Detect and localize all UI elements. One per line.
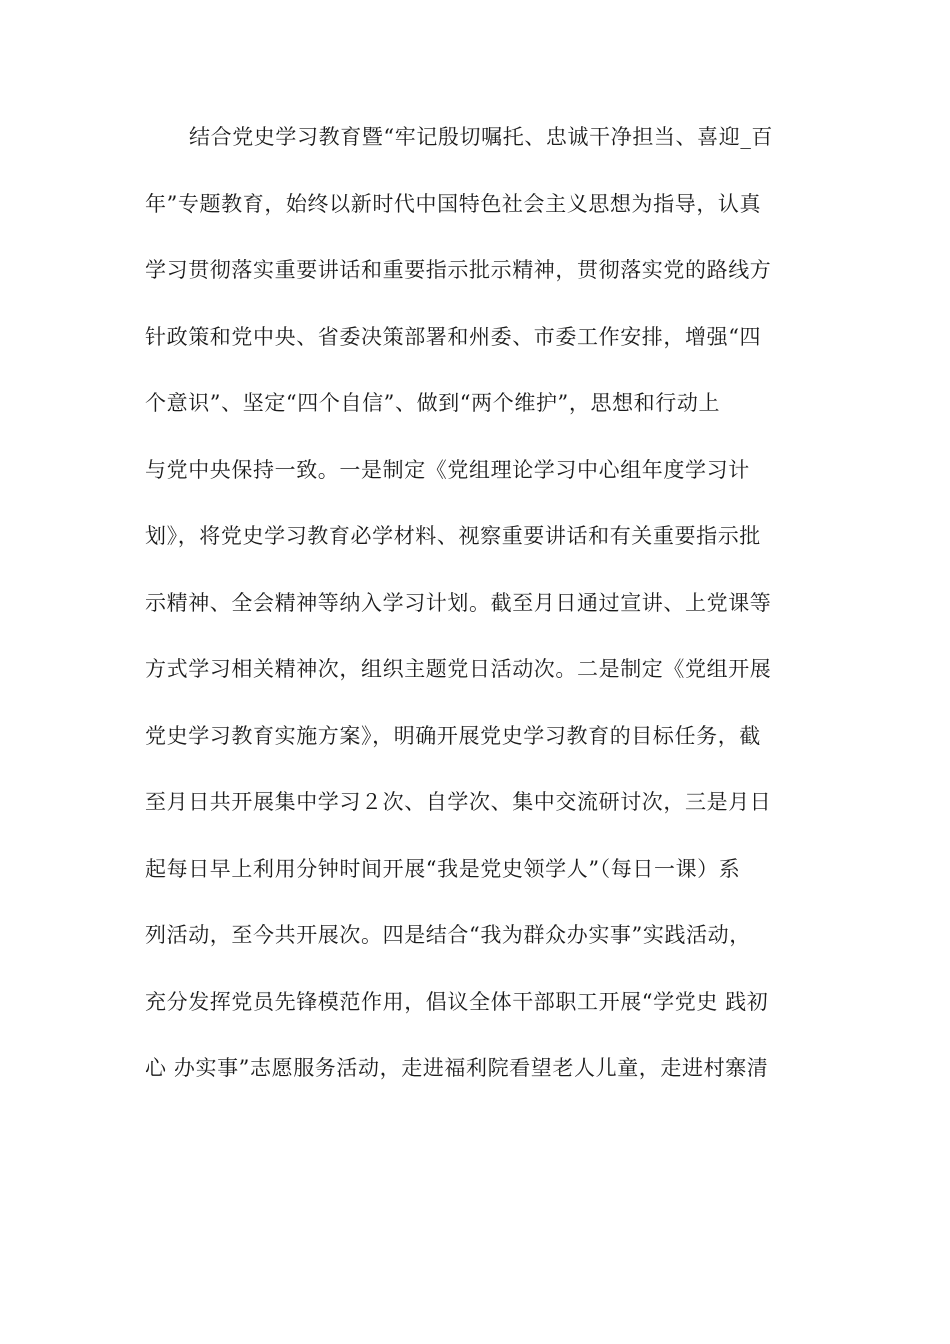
text-line: 充分发挥党员先锋模范作用，倡议全体干部职工开展“学党史 践初 bbox=[145, 989, 769, 1014]
text-line: 结合党史学习教育暨“牢记殷切嘱托、忠诚干净担当、喜迎_百 bbox=[189, 125, 774, 149]
text-line: 至月日共开展集中学习２次、自学次、集中交流研讨次，三是月日 bbox=[145, 790, 772, 814]
text-line: 个意识”、坚定“四个自信”、做到“两个维护”，思想和行动上 bbox=[145, 391, 721, 415]
text-line: 针政策和党中央、省委决策部署和州委、市委工作安排，增强“四 bbox=[145, 324, 762, 349]
text-line: 党史学习教育实施方案》，明确开展党史学习教育的目标任务，截 bbox=[145, 723, 761, 748]
text-line: 起每日早上利用分钟时间开展“我是党史领学人”（每日一课）系 bbox=[145, 856, 741, 881]
text-line: 心 办实事”志愿服务活动，走进福利院看望老人儿童，走进村寨清 bbox=[145, 1056, 769, 1080]
text-line: 示精神、全会精神等纳入学习计划。截至月日通过宣讲、上党课等 bbox=[145, 590, 772, 615]
text-line: 列活动，至今共开展次。四是结合“我为群众办实事”实践活动， bbox=[145, 923, 751, 947]
text-line: 年”专题教育，始终以新时代中国特色社会主义思想为指导，认真 bbox=[145, 191, 762, 216]
text-line: 方式学习相关精神次，组织主题党日活动次。二是制定《党组开展 bbox=[145, 657, 772, 681]
text-line: 学习贯彻落实重要讲话和重要指示批示精神，贯彻落实党的路线方 bbox=[145, 258, 772, 282]
body-paragraph bbox=[145, 127, 805, 1125]
text-line: 与党中央保持一致。一是制定《党组理论学习中心组年度学习计 bbox=[145, 457, 750, 482]
text-line: 划》，将党史学习教育必学材料、视察重要讲话和有关重要指示批 bbox=[145, 524, 761, 548]
